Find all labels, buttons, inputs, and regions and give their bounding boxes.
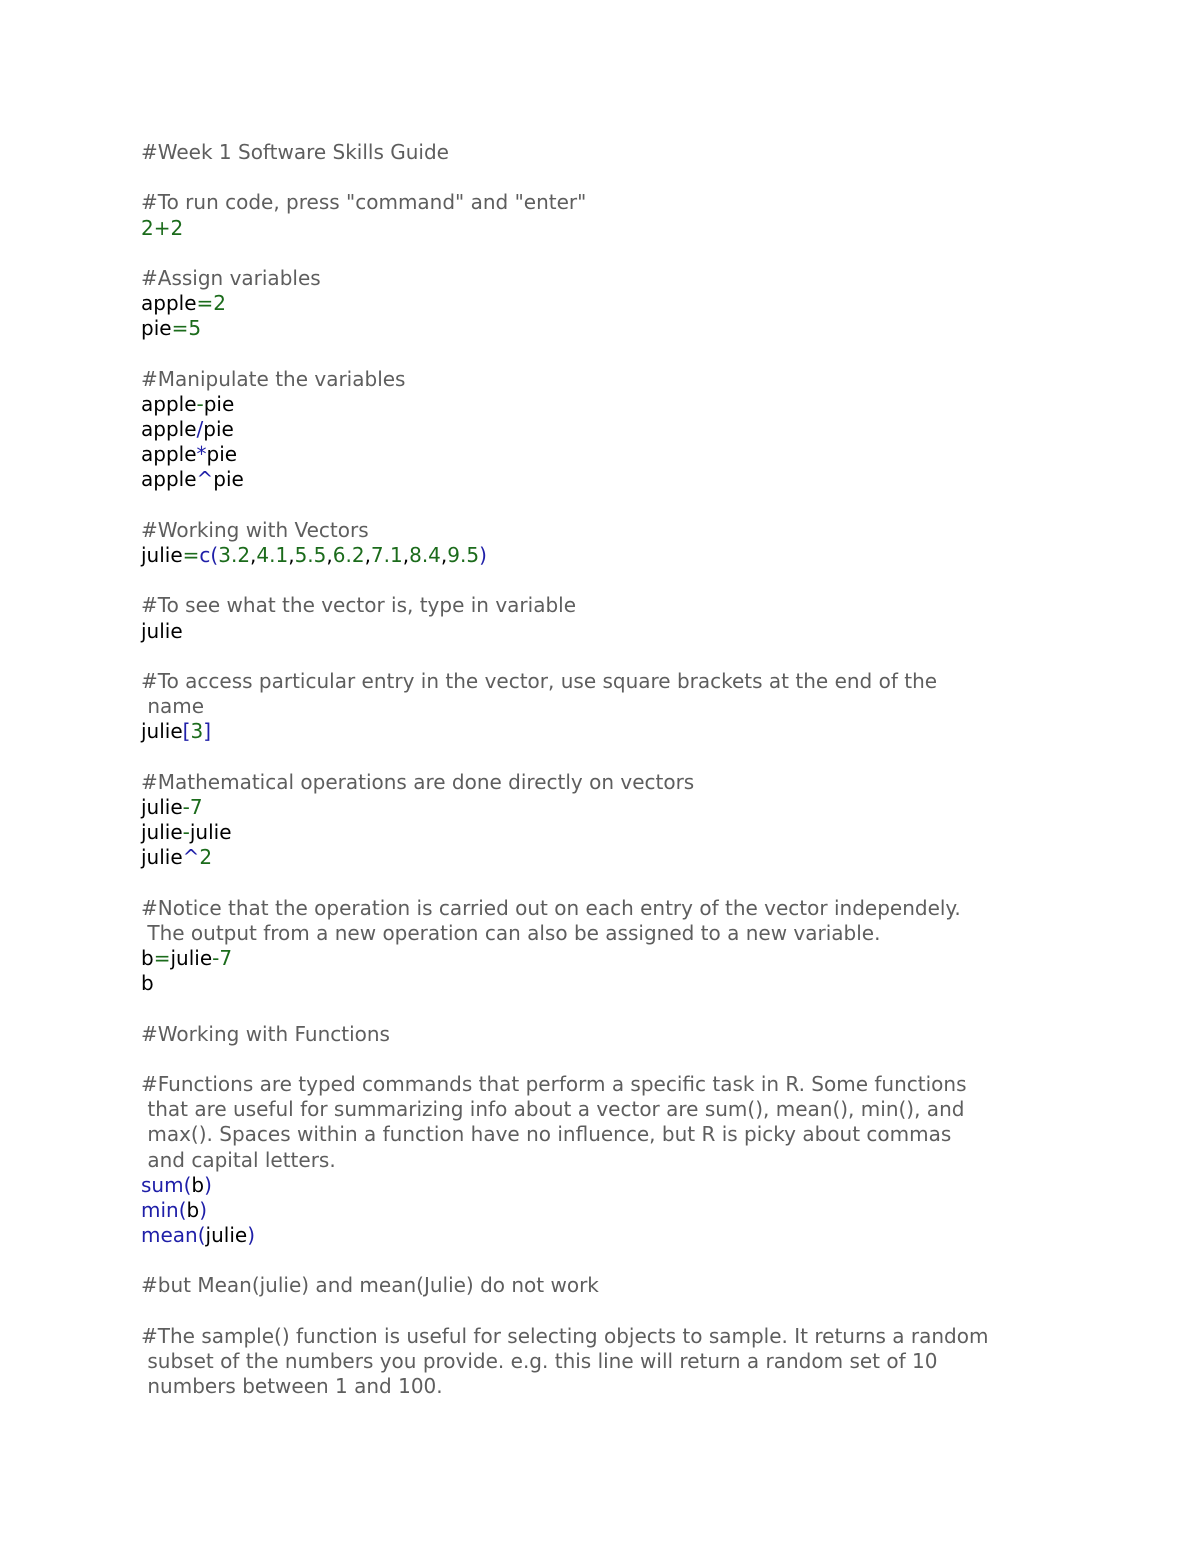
comment-line: #To access particular entry in the vector, use square brackets at the end of the	[141, 668, 938, 693]
code-token: =	[182, 543, 200, 567]
comment-line: subset of the numbers you provide. e.g. this line will return a random set of 10	[141, 1349, 938, 1373]
code-token: 4.1	[256, 543, 289, 567]
code-token: pie	[141, 316, 172, 341]
blank-line	[141, 241, 1101, 266]
code-line	[141, 442, 1101, 467]
code-token: ,	[402, 543, 410, 567]
blank-line	[141, 1047, 1101, 1072]
code-token: 5.5	[294, 543, 327, 567]
code-token: julie	[141, 820, 183, 845]
code-line	[141, 1198, 1101, 1223]
code-token: ^	[182, 845, 200, 870]
code-token: 7.1	[370, 543, 403, 567]
comment-line: #Notice that the operation is carried out on each entry of the vector independely.	[141, 895, 961, 920]
blank-line	[141, 745, 1101, 770]
code-line	[141, 1223, 1101, 1248]
code-line	[141, 845, 1101, 870]
code-token: )	[204, 1172, 212, 1197]
code-line	[141, 795, 1101, 820]
code-token: pie	[203, 391, 235, 416]
code-token: ^	[196, 467, 214, 492]
blank-line	[141, 342, 1101, 367]
code-token: ,	[364, 543, 371, 567]
code-line	[141, 619, 1101, 644]
code-token: sum	[141, 1172, 184, 1197]
blank-line	[141, 165, 1101, 190]
code-token: 9.5	[447, 543, 480, 567]
blank-line	[141, 996, 1101, 1021]
comment-line: name	[141, 694, 205, 719]
code-token: pie	[206, 442, 238, 467]
code-token: ]	[203, 719, 212, 744]
comment-line: #The sample() function is useful for selecting objects to sample. It returns a random	[141, 1323, 989, 1348]
code-line	[141, 820, 1101, 845]
comment-line: #Manipulate the variables	[141, 366, 406, 391]
code-token: +	[153, 215, 171, 240]
code-token: julie	[141, 719, 183, 744]
blank-line	[141, 1248, 1101, 1273]
code-token: apple	[141, 442, 197, 467]
comment-line: The output from a new operation can also be assigned to a new variable.	[141, 920, 881, 945]
code-token: c	[199, 543, 211, 567]
code-token: julie	[141, 845, 183, 870]
code-token: 2	[170, 215, 184, 240]
blank-line	[141, 493, 1101, 518]
code-token: apple	[141, 291, 197, 316]
comment-line: #but Mean(julie) and mean(Julie) do not work	[141, 1273, 599, 1298]
code-line	[141, 946, 1101, 971]
code-token: (	[197, 1223, 206, 1248]
code-token: julie	[141, 543, 183, 567]
code-token: b	[191, 1172, 205, 1197]
code-token: julie	[205, 1223, 248, 1248]
code-token: [	[182, 719, 191, 744]
comment-line: #Functions are typed commands that perform a specific task in R. Some functions	[141, 1071, 967, 1096]
code-line	[141, 467, 1101, 492]
comment-line: #Mathematical operations are done directly on vectors	[141, 769, 695, 794]
code-line	[141, 719, 1101, 744]
code-token: )	[479, 543, 487, 567]
code-token: apple	[141, 467, 197, 492]
code-token: pie	[213, 467, 244, 492]
code-token: 2	[199, 845, 213, 870]
code-token: 7	[189, 794, 203, 819]
comment-line: numbers between 1 and 100.	[141, 1374, 443, 1399]
code-token: 7	[219, 946, 233, 970]
code-token: *	[196, 442, 207, 467]
code-token: =	[196, 291, 214, 316]
blank-line	[141, 1299, 1101, 1324]
comment-line: #Assign variables	[141, 265, 321, 290]
code-token: julie	[189, 820, 232, 845]
code-token: 3.2	[218, 543, 251, 567]
comment-line: #Week 1 Software Skills Guide	[141, 140, 449, 164]
code-token: mean	[141, 1223, 198, 1248]
code-token: b	[141, 971, 154, 996]
code-token: apple	[141, 391, 197, 416]
comment-line: #To see what the vector is, type in variable	[141, 593, 577, 618]
code-token: b	[141, 946, 154, 970]
code-token: )	[247, 1223, 255, 1248]
code-token: min	[141, 1197, 179, 1222]
code-line	[141, 392, 1101, 417]
comment-line: #Working with Vectors	[141, 517, 369, 542]
code-token: 6.2	[332, 543, 365, 567]
code-token: 8.4	[409, 543, 441, 567]
code-token: julie	[141, 618, 183, 643]
code-token: ,	[440, 543, 448, 567]
code-token: julie	[170, 946, 213, 970]
code-token: -	[182, 794, 190, 819]
code-token: =	[171, 316, 189, 341]
code-token: (	[210, 543, 219, 567]
code-token: 3	[190, 719, 204, 744]
blank-line	[141, 870, 1101, 895]
code-token: )	[199, 1197, 208, 1222]
code-token: (	[183, 1172, 192, 1197]
comment-line: max(). Spaces within a function have no influence, but R is picky about commas	[141, 1122, 952, 1147]
comment-line: and capital letters.	[141, 1147, 336, 1172]
code-token: 2	[213, 291, 227, 316]
code-line	[141, 417, 1101, 442]
code-line	[141, 291, 1101, 316]
code-token: ,	[326, 543, 333, 567]
document-page	[141, 140, 1101, 1399]
code-token: -	[196, 391, 204, 416]
code-token: b	[186, 1197, 200, 1222]
blank-line	[141, 568, 1101, 593]
code-line	[141, 971, 1101, 996]
code-token: (	[178, 1197, 187, 1222]
code-token: ,	[288, 543, 295, 567]
code-token: ,	[250, 543, 257, 567]
code-line	[141, 543, 1101, 568]
code-token: apple	[141, 417, 197, 442]
blank-line	[141, 644, 1101, 669]
comment-line: #To run code, press "command" and "enter"	[141, 190, 587, 215]
comment-line: #Working with Functions	[141, 1021, 390, 1046]
code-token: 2	[141, 215, 154, 240]
code-token: 5	[188, 316, 202, 341]
code-token: -	[182, 820, 190, 845]
comment-line: that are useful for summarizing info about a vector are sum(), mean(), min(), and	[141, 1097, 965, 1122]
code-token: =	[153, 946, 171, 970]
code-token: /	[196, 417, 204, 442]
code-line	[141, 1173, 1101, 1198]
code-line	[141, 216, 1101, 241]
code-token: pie	[203, 417, 234, 442]
code-line	[141, 316, 1101, 341]
code-token: -	[212, 946, 220, 970]
code-token: julie	[141, 794, 183, 819]
